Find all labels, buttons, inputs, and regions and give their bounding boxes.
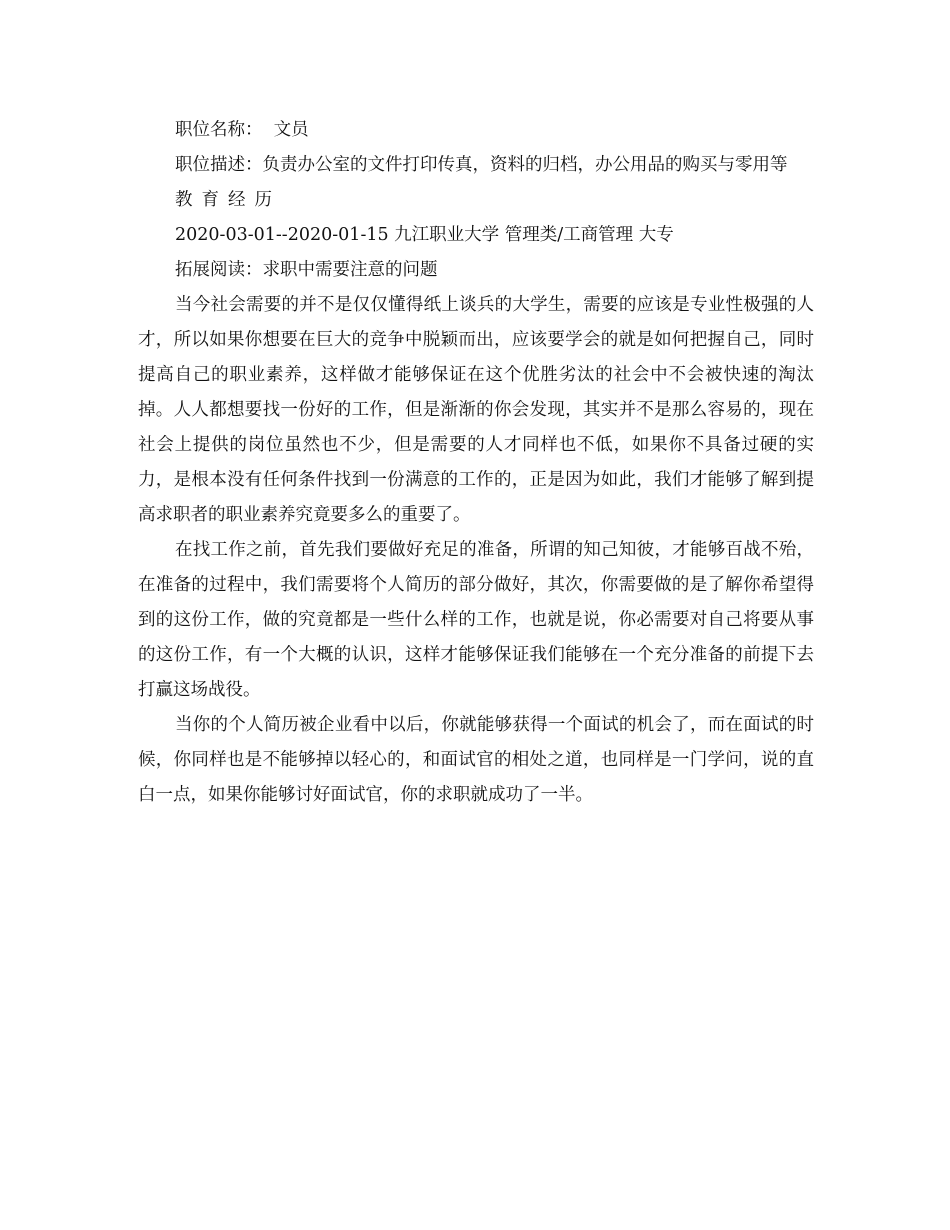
description-line: 职位描述：负责办公室的文件打印传真，资料的归档，办公用品的购买与零用等	[175, 155, 788, 175]
education-heading: 教育经历	[175, 190, 281, 210]
education-entry: 2020-03-01--2020-01-15 九江职业大学 管理类/工商管理 大专	[175, 225, 674, 245]
paragraph-2: 在找工作之前，首先我们要做好充足的准备，所谓的知己知彼，才能够百战不殆，在准备的过程中，我们需要将个人简历的部分做好，其次，你需要做的是了解你希望得到的这份工作，做的究竟都是一些什么样的工作，也就是说，你必需要对自己将要从事的这份工作，有一个大概的认识，这样才能够保证我们能够在一个充分准备的前提下去打赢这场战役。	[138, 540, 814, 700]
extended-reading-title: 拓展阅读：求职中需要注意的问题	[175, 260, 438, 280]
paragraph-1: 当今社会需要的并不是仅仅懂得纸上谈兵的大学生，需要的应该是专业性极强的人才，所以如果你想要在巨大的竞争中脱颖而出，应该要学会的就是如何把握自己，同时提高自己的职业素养，这样做才能够保证在这个优胜劣汰的社会中不会被快速的淘汰掉。人人都想要找一份好的工作，但是渐渐的你会发现，其实并不是那么容易的，现在社会上提供的岗位虽然也不少，但是需要的人才同样也不低，如果你不具备过硬的实力，是根本没有任何条件找到一份满意的工作的，正是因为如此，我们才能够了解到提高求职者的职业素养究竟要多么的重要了。	[138, 295, 814, 525]
position-line: 职位名称： 文员	[175, 120, 309, 140]
document-body	[138, 113, 814, 813]
paragraph-3: 当你的个人简历被企业看中以后，你就能够获得一个面试的机会了，而在面试的时候，你同样也是不能够掉以轻心的，和面试官的相处之道，也同样是一门学问，说的直白一点，如果你能够讨好面试官，你的求职就成功了一半。	[138, 715, 814, 805]
